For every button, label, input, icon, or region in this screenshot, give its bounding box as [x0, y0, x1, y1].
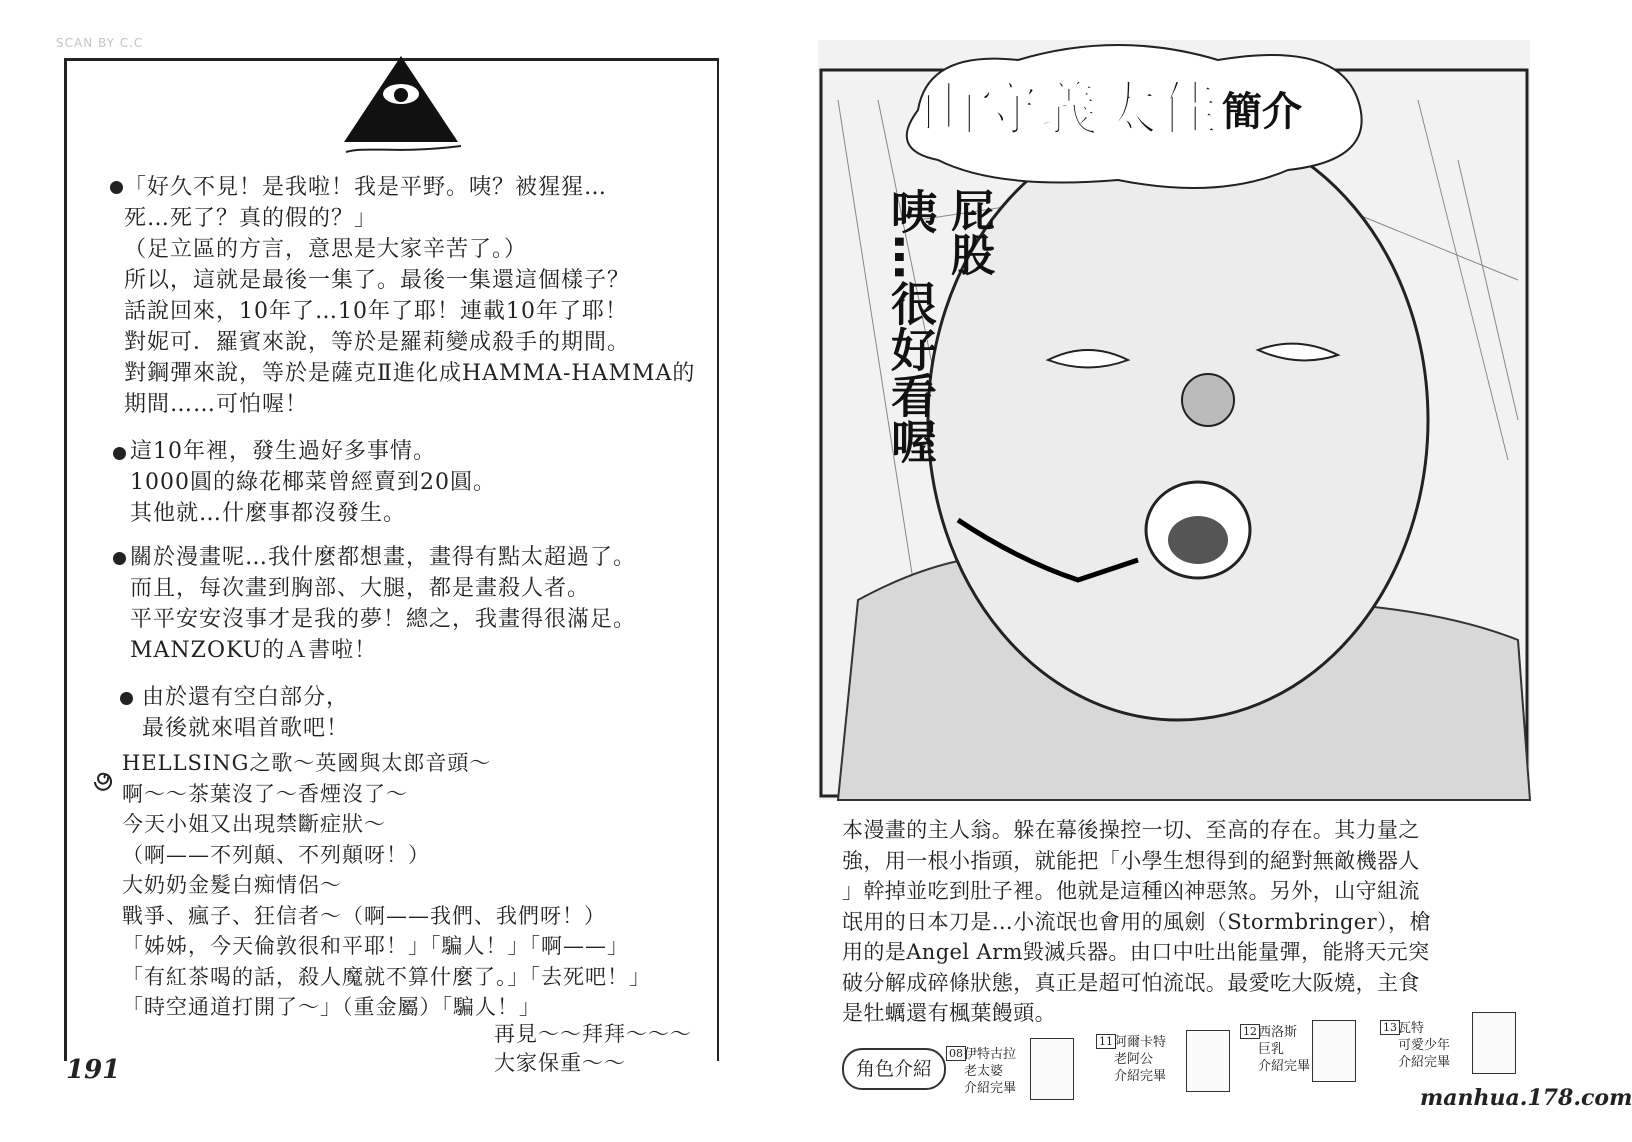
alucard-portrait-icon: [1186, 1030, 1230, 1092]
cast-entry-alucard: 阿爾卡特 老阿公 介紹完畢: [1114, 1035, 1167, 1084]
page-number: 191: [66, 1055, 121, 1085]
cast-number: 12: [1240, 1024, 1260, 1039]
scan-credit: SCAN BY C.C: [56, 36, 144, 50]
bullet-icon: [113, 447, 126, 460]
farewell-text: 再見～～拜拜～～～ 大家保重～～: [494, 1022, 692, 1075]
seras-portrait-icon: [1312, 1020, 1356, 1082]
profile-title: 山守義太佳: [920, 75, 1221, 143]
speech-text-right: 咦…很好看喔: [884, 188, 938, 464]
paragraph-ten-years: 這10年裡，發生過好多事情。 1000圓的綠花椰菜曾經賣到20圓。 其他就…什麼事都沒發生。: [130, 439, 496, 526]
bullet-icon: [113, 552, 126, 565]
cast-number: 08: [946, 1046, 966, 1061]
hellsing-song: HELLSING之歌～英國與太郎音頭～ 啊～～茶葉沒了～香煙沒了～ 今天小姐又出現禁斷症狀～ （啊——不列顛、不列顛呀！） 大奶奶金髮白痴情侶～ 戰爭、瘋子、狂信者～（啊——我們、我們呀！） 「姊姊，今天倫敦很和平耶！」「騙人！」「啊——」 「有紅茶喝的話，殺人魔就不算什麼了。」「去死吧！」 「時空通道打開了～」（重金屬）「騙人！」: [122, 751, 651, 1019]
cast-intro-label: 角色介紹: [842, 1048, 946, 1090]
cast-entry-integra: 伊特古拉 老太婆 介紹完畢: [964, 1047, 1017, 1096]
bullet-icon: [120, 692, 133, 705]
bullet-icon: [110, 181, 123, 194]
paragraph-manga: 關於漫畫呢…我什麼都想畫，畫得有點太超過了。 而且，每次畫到胸部、大腿，都是畫殺人者。 平平安安沒事才是我的夢！總之，我畫得很滿足。 MANZOKU的Ａ書啦！: [130, 545, 637, 663]
cast-number: 11: [1096, 1034, 1116, 1049]
integra-portrait-icon: [1030, 1038, 1074, 1100]
character-description: 本漫畫的主人翁。躲在幕後操控一切、至高的存在。其力量之 強，用一根小指頭，就能把「小學生想得到的絕對無敵機器人 」幹掉並吃到肚子裡。他就是這種凶神惡煞。另外，山守組流 氓用的日本刀是…小流氓也會用的風劍（Stormbringer），槍 用的是Angel Arm毀滅兵器。由口中吐出能量彈，能將天元突 破分解成碎條狀態，真正是超可怕流氓。最愛吃大阪燒，主食 是牡蠣還有楓葉饅頭。: [842, 818, 1431, 1025]
walter-portrait-icon: [1472, 1012, 1516, 1074]
eye-triangle-logo: [336, 54, 466, 164]
paragraph-intro: 「好久不見！是我啦！我是平野。咦？被猩猩… 死…死了？真的假的？」 （足立區的方言，意思是大家辛苦了。） 所以，這就是最後一集了。最後一集還這個樣子？ 話說回來，10年了…10年了耶！連載10年了耶！ 對妮可．羅賓來說，等於是羅莉變成殺手的期間。 對鋼彈來說，等於是薩克Ⅱ進化成HAMMA-HAMMA的 期間……可怕喔！: [124, 175, 696, 417]
cast-number: 13: [1380, 1020, 1400, 1035]
cast-entry-seras: 西洛斯 巨乳 介紹完畢: [1258, 1025, 1311, 1074]
spiral-icon: [92, 767, 118, 789]
paragraph-blank-space: 由於還有空白部分， 最後就來唱首歌吧！: [142, 685, 350, 741]
profile-title-suffix: 簡介: [1222, 89, 1302, 135]
cast-entry-walter: 瓦特 可愛少年 介紹完畢: [1398, 1021, 1451, 1070]
speech-text-left: 屁股: [943, 188, 994, 276]
site-watermark: manhua.178.com: [1420, 1085, 1632, 1111]
